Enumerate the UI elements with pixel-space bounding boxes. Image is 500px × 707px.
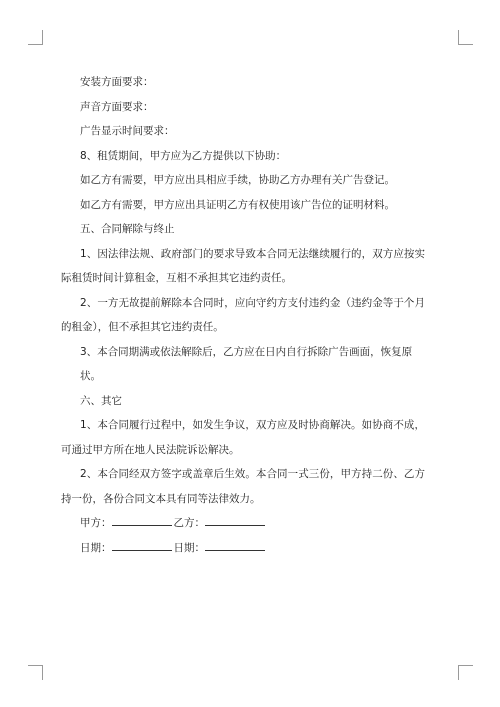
sound-requirements: 声音方面要求：: [80, 100, 154, 113]
party-a-signature-line: [112, 514, 172, 526]
crop-mark-top-right: [458, 30, 473, 45]
clause-8-item-2: 如乙方有需要，甲方应出具证明乙方有权使用该广告位的证明材料。: [80, 198, 395, 211]
section-6-heading: 六、其它: [80, 394, 122, 407]
section-6-clause-2: 2、本合同经双方签字或盖章后生效。本合同一式三份，甲方持二份、乙方持一份，各份合同文本具有同等法律效力。: [61, 468, 425, 505]
signature-row: [80, 511, 425, 536]
date-label-b: 日期：: [173, 541, 205, 554]
crop-mark-bottom-right: [458, 665, 473, 680]
section-6-clause-1: 1、本合同履行过程中，如发生争议，双方应及时协商解决。如协商不成，可通过甲方所在地人民法院诉讼解决。: [61, 419, 425, 456]
section-5-clause-1: 1、因法律法规、政府部门的要求导致本合同无法继续履行的，双方应按实际租赁时间计算租金，互相不承担其它违约责任。: [61, 247, 425, 284]
crop-mark-bottom-left: [28, 665, 43, 680]
party-b-signature-line: [205, 514, 265, 526]
display-time-requirements: 广告显示时间要求：: [80, 125, 175, 137]
section-5-heading: 五、合同解除与终止: [80, 223, 175, 235]
date-row: [80, 536, 425, 561]
party-b-date-line: [205, 539, 265, 551]
party-b-label: 乙方：: [173, 517, 205, 529]
install-requirements: 安装方面要求：: [80, 76, 154, 88]
section-5-clause-3: 3、本合同期满或依法解除后，乙方应在日内自行拆除广告画面，恢复原状。: [80, 345, 413, 382]
date-label-a: 日期：: [80, 541, 112, 554]
clause-8-heading: 8、租赁期间，甲方应为乙方提供以下协助：: [80, 149, 287, 162]
party-a-date-line: [112, 539, 172, 551]
crop-mark-top-left: [28, 30, 43, 45]
party-a-label: 甲方：: [80, 517, 112, 529]
clause-8-item-1: 如乙方有需要，甲方应出具相应手续，协助乙方办理有关广告登记。: [80, 174, 395, 186]
document-body: [61, 70, 425, 560]
section-5-clause-2: 2、一方无故提前解除本合同时，应向守约方支付违约金（违约金等于个月的租金），但不承担其它违约责任。: [61, 296, 425, 333]
